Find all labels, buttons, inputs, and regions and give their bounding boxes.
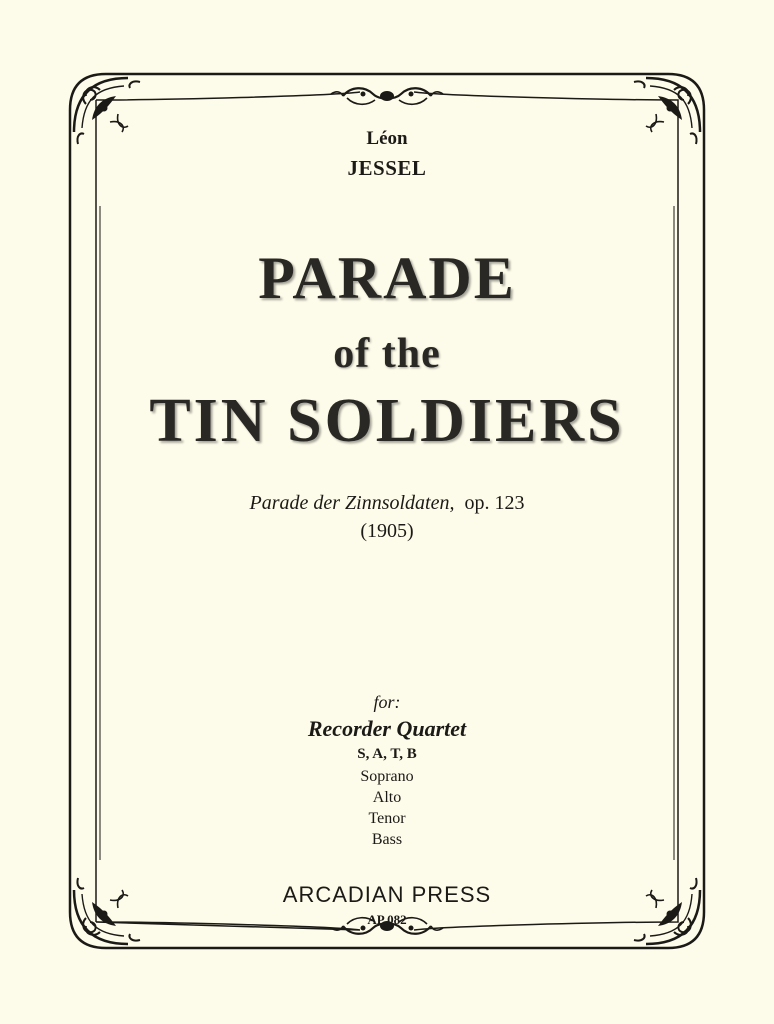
part-alto: Alto (372, 789, 402, 806)
part-soprano: Soprano (360, 768, 414, 785)
composition-year: (1905) (360, 520, 414, 542)
title-line-2: of the (333, 331, 441, 377)
title-line-3: TIN SOLDIERS (149, 387, 625, 455)
part-bass: Bass (371, 831, 403, 848)
voices-abbreviation: S, A, T, B (357, 746, 417, 762)
ensemble-name: Recorder Quartet (307, 716, 467, 741)
for-label: for: (373, 692, 401, 712)
subtitle-line (0, 492, 774, 515)
opus-number: op. 123 (464, 492, 525, 514)
catalog-number: AP 082 (367, 912, 407, 927)
german-title: Parade der Zinnsoldaten, (249, 492, 455, 514)
publisher-name: ARCADIAN PRESS (282, 882, 492, 907)
title-line-1: PARADE (258, 245, 516, 311)
composer-first-name: Léon (366, 128, 408, 149)
composer-last-name: JESSEL (347, 156, 427, 180)
part-tenor: Tenor (368, 810, 406, 827)
